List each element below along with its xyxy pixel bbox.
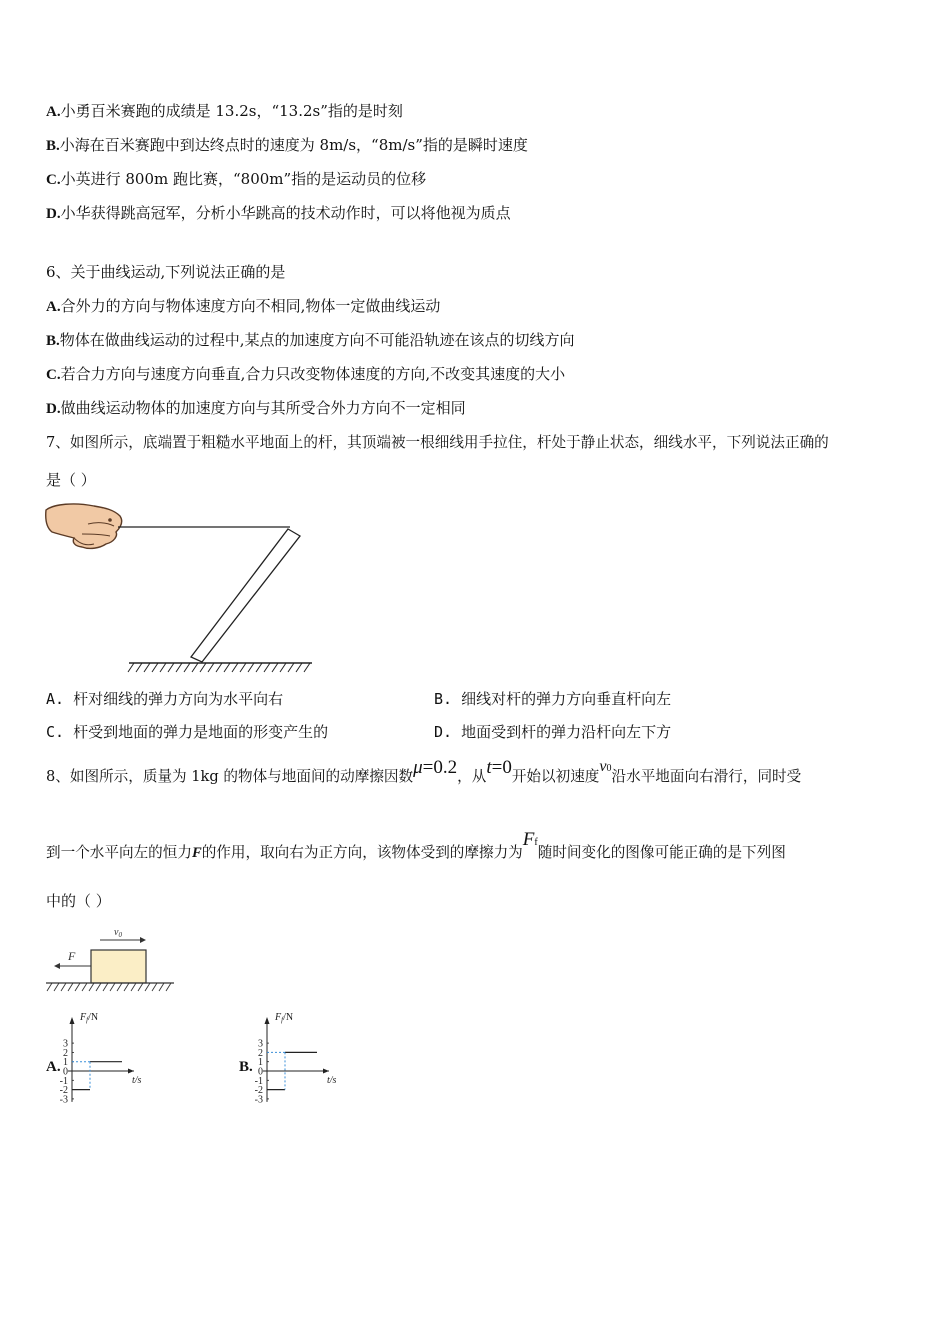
rod [191,529,300,662]
y-tick-label: 0 [258,1066,263,1078]
q8-text: 到一个水平向左的恒力 [46,844,192,861]
y-tick-label: 1 [63,1057,68,1069]
graph-b-option-label: B. [239,1059,253,1075]
y-tick-label: 2 [258,1047,263,1059]
t-expression [486,757,512,778]
velocity-arrowhead [140,937,146,943]
mu-symbol: μ [413,757,423,778]
graph-a-option-label: A. [46,1059,61,1075]
option-label: D. [46,401,61,417]
y-tick-label: -3 [254,1094,263,1106]
option-text: 做曲线运动物体的加速度方向与其所受合外力方向不一定相同 [60,399,466,417]
y-axis-arrowhead [70,1017,75,1024]
v-symbol: v [599,758,607,775]
y-tick-label: -2 [254,1085,263,1097]
v-subscript: 0 [606,763,612,774]
x-axis-arrowhead [323,1069,329,1074]
q8-block-figure [44,924,184,994]
y-tick-label: -2 [59,1085,68,1097]
y-tick-label: 3 [63,1038,68,1050]
force-label: F [68,949,76,963]
mu-value: =0.2 [422,757,458,778]
q8-text: 8、如图所示，质量为 1kg 的物体与地面间的动摩擦因数 [46,768,414,785]
ground-hatching [128,663,310,672]
graph-b [253,1010,363,1120]
y-tick-label: -1 [254,1075,263,1087]
y-tick-label: -1 [59,1075,68,1087]
graph-a [58,1010,168,1120]
block [91,950,146,983]
y-axis-label: $F_f/N$ [80,1012,99,1024]
v0-expression [599,758,611,775]
y-tick-label: 2 [63,1047,68,1059]
t-value: =0 [491,757,512,778]
force-arrowhead [54,963,60,969]
option-label: B. [46,333,60,349]
q7-figure-hand-rod [44,500,324,675]
q6-option-a [46,296,440,317]
q5-option-d [46,203,511,224]
q8-stem-line2 [46,829,786,865]
q6-option-c [46,364,565,385]
x-axis-label: t/s [327,1075,337,1086]
y-tick-label: -3 [59,1094,68,1106]
hand-illustration [46,504,122,549]
q8-text: 开始以初速度 [511,768,600,785]
q8-text: 沿水平地面向右滑行，同时受 [611,768,802,785]
option-text: 合外力的方向与物体速度方向不相同,物体一定做曲线运动 [60,297,441,315]
t-symbol: t [486,757,492,778]
q7-stem-line1: 7、如图所示，底端置于粗糙水平地面上的杆，其顶端被一根细线用手拉住，杆处于静止状态，细线水平，下列说法正确的 [46,434,829,451]
y-tick-label: 0 [63,1066,68,1078]
y-axis-label: $F_f/N$ [275,1012,294,1024]
y-tick-label: 1 [258,1057,263,1069]
q7-option-d: D. 地面受到杆的弹力沿杆向左下方 [434,723,672,741]
q5-option-c [46,169,426,190]
q7-stem-line2: 是（ ） [46,471,96,489]
option-label: D. [46,206,61,222]
friction-expression [523,829,538,850]
q5-option-b [46,135,528,156]
q7-option-a: A. 杆对细线的弹力方向为水平向右 [46,690,284,708]
force-symbol: F [191,845,202,861]
q8-stem-line3: 中的（ ） [46,892,111,910]
y-tick-label: 3 [258,1038,263,1050]
option-label: A. [46,104,61,120]
option-text: 若合力方向与速度方向垂直,合力只改变物体速度的方向,不改变其速度的大小 [60,365,566,383]
mu-expression [413,757,457,778]
option-label: C. [46,367,61,383]
q8-text: 随时间变化的图像可能正确的是下列图 [537,844,786,861]
velocity-label: $v_0$ [114,927,122,939]
option-text: 小华获得跳高冠军，分析小华跳高的技术动作时，可以将他视为质点 [60,204,511,222]
q8-stem-line1 [46,757,802,789]
q8-text: ，从 [457,768,487,785]
q6-option-d [46,398,466,419]
option-label: B. [46,138,60,154]
q7-option-b: B. 细线对杆的弹力方向垂直杆向左 [434,690,672,708]
option-label: C. [46,172,61,188]
q5-option-a [46,101,403,122]
ff-symbol: F [522,829,535,850]
x-axis-arrowhead [128,1069,134,1074]
x-axis-label: t/s [132,1075,142,1086]
option-text: 小英进行 800m 跑比赛，“800m”指的是运动员的位移 [60,170,427,188]
q6-stem: 6、关于曲线运动,下列说法正确的是 [46,263,286,281]
option-label: A. [46,299,61,315]
option-text: 物体在做曲线运动的过程中,某点的加速度方向不可能沿轨迹在该点的切线方向 [59,331,575,349]
option-text: 小勇百米赛跑的成绩是 13.2s，“13.2s”指的是时刻 [60,102,403,120]
q7-option-c: C. 杆受到地面的弹力是地面的形变产生的 [46,723,329,741]
ground-hatching [47,983,171,991]
ff-subscript: f [534,837,538,848]
option-text: 小海在百米赛跑中到达终点时的速度为 8m/s，“8m/s”指的是瞬时速度 [59,136,528,154]
q6-option-b [46,330,575,351]
q8-text: 的作用，取向右为正方向，该物体受到的摩擦力为 [201,844,523,861]
y-axis-arrowhead [265,1017,270,1024]
